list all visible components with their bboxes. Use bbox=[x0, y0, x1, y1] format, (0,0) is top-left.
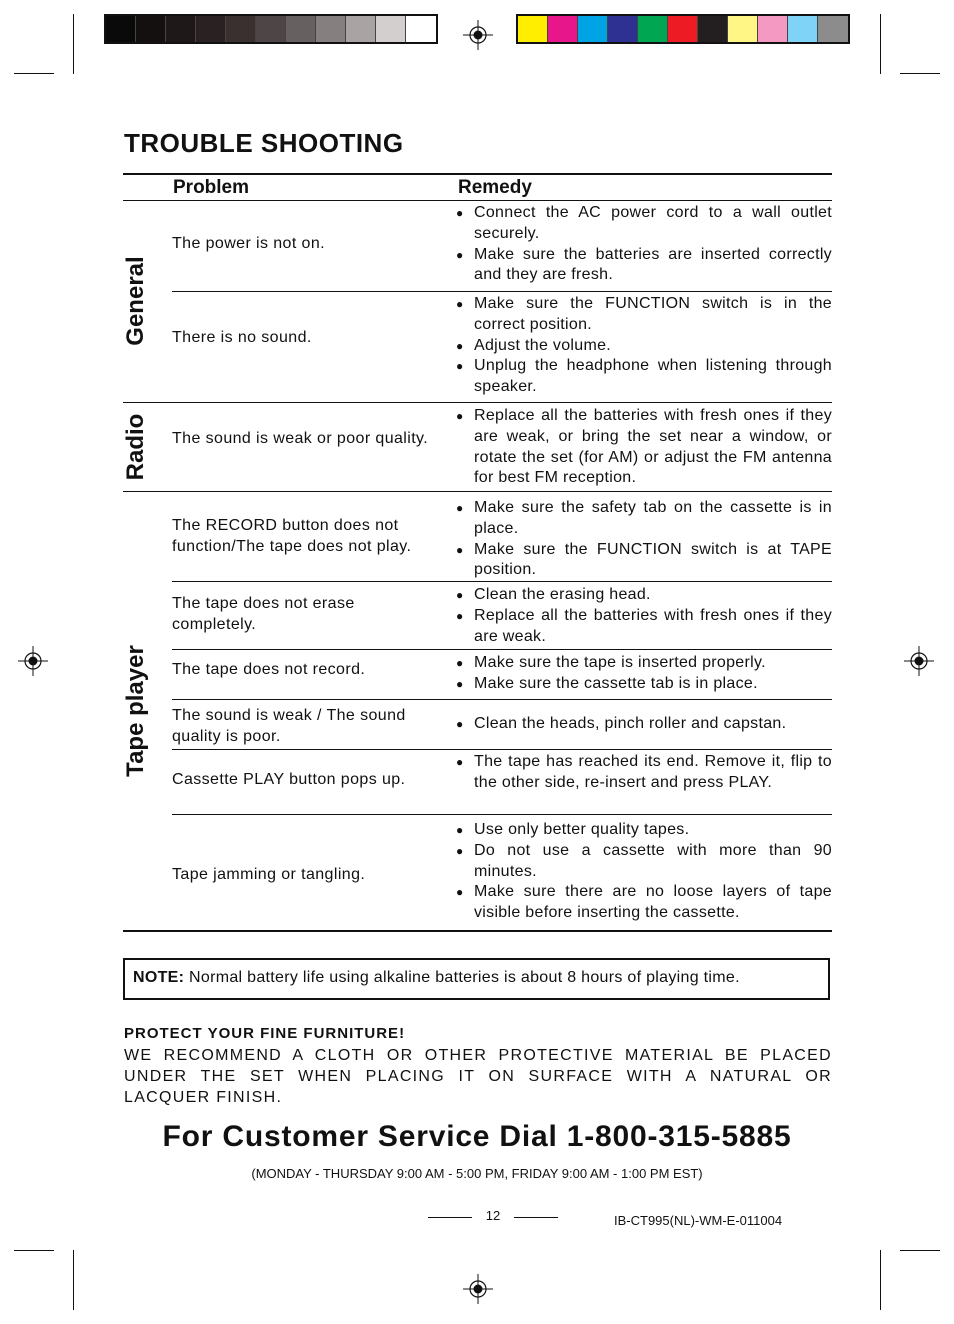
row-divider bbox=[172, 291, 832, 292]
color-swatch bbox=[346, 16, 376, 42]
color-swatch bbox=[698, 16, 728, 42]
section-divider bbox=[123, 402, 832, 403]
color-swatch bbox=[638, 16, 668, 42]
remedy-cell bbox=[456, 820, 832, 924]
page-title: TROUBLE SHOOTING bbox=[124, 128, 404, 158]
problem-cell: The tape does not record. bbox=[172, 661, 366, 678]
remedy-item: ● Make sure there are no loose layers of tape visible before inserting the cassette. bbox=[456, 882, 832, 924]
protect-text: WE RECOMMEND A CLOTH OR OTHER PROTECTIVE MATERIAL BE PLACED UNDER THE SET WHEN PLACING IT ON SURFACE WITH A NATURAL OR LACQUER FINISH. bbox=[124, 1047, 832, 1106]
registration-mark-left bbox=[18, 646, 48, 676]
remedy-item: ● Replace all the batteries with fresh ones if they are weak. bbox=[456, 606, 832, 648]
remedy-cell bbox=[456, 752, 832, 794]
remedy-item: ● Make sure the batteries are inserted correctly and they are fresh. bbox=[456, 245, 832, 287]
remedy-cell bbox=[456, 585, 832, 647]
remedy-item: ● Make sure the FUNCTION switch is in the correct position. bbox=[456, 294, 832, 336]
problem-cell: The sound is weak or poor quality. bbox=[172, 430, 429, 447]
remedy-cell bbox=[456, 498, 832, 581]
problem-cell: The sound is weak / The sound quality is poor. bbox=[172, 707, 406, 745]
table-bottom-rule bbox=[123, 930, 832, 932]
page-number: 12 bbox=[485, 1208, 501, 1223]
remedy-cell bbox=[456, 653, 832, 695]
problem-cell: The tape does not erase completely. bbox=[172, 595, 355, 633]
color-swatch bbox=[376, 16, 406, 42]
color-swatch bbox=[166, 16, 196, 42]
color-swatch bbox=[758, 16, 788, 42]
note-box bbox=[123, 958, 830, 1000]
customer-service-line: For Customer Service Dial 1-800-315-5885 bbox=[162, 1120, 792, 1153]
color-swatch bbox=[226, 16, 256, 42]
remedy-column-header: Remedy bbox=[458, 177, 532, 198]
problem-cell: There is no sound. bbox=[172, 329, 312, 346]
problem-cell: The RECORD button does not function/The tape does not play. bbox=[172, 517, 412, 555]
color-swatch bbox=[668, 16, 698, 42]
color-swatch bbox=[256, 16, 286, 42]
note-text: Normal battery life using alkaline batteries is about 8 hours of playing time. bbox=[189, 969, 740, 986]
color-swatch bbox=[518, 16, 548, 42]
remedy-item: ● Adjust the volume. bbox=[456, 336, 832, 357]
color-swatch bbox=[106, 16, 136, 42]
row-divider bbox=[172, 749, 832, 750]
problem-cell: Tape jamming or tangling. bbox=[172, 866, 366, 883]
protect-heading: PROTECT YOUR FINE FURNITURE! bbox=[124, 1025, 406, 1042]
color-swatch bbox=[578, 16, 608, 42]
remedy-item: ● Make sure the cassette tab is in place. bbox=[456, 674, 832, 695]
registration-mark-right bbox=[904, 646, 934, 676]
page-number-rule-right bbox=[514, 1217, 558, 1218]
header-rule bbox=[123, 200, 832, 201]
color-swatch bbox=[608, 16, 638, 42]
row-divider bbox=[172, 581, 832, 582]
remedy-item: ● Connect the AC power cord to a wall outlet securely. bbox=[456, 203, 832, 245]
table-top-rule bbox=[123, 173, 832, 175]
section-label-tape-player: Tape player bbox=[122, 645, 149, 777]
remedy-item: ● Unplug the headphone when listening through speaker. bbox=[456, 356, 832, 398]
remedy-item: ● Use only better quality tapes. bbox=[456, 820, 832, 841]
color-swatch bbox=[548, 16, 578, 42]
remedy-cell bbox=[456, 203, 832, 286]
color-swatch bbox=[788, 16, 818, 42]
remedy-item: ● Do not use a cassette with more than 90 minutes. bbox=[456, 841, 832, 883]
color-swatch bbox=[196, 16, 226, 42]
gray-swatch-bar bbox=[104, 14, 438, 44]
service-hours: (MONDAY - THURSDAY 9:00 AM - 5:00 PM, FRIDAY 9:00 AM - 1:00 PM EST) bbox=[251, 1166, 703, 1181]
remedy-item: ● Replace all the batteries with fresh ones if they are weak, or bring the set near a window, or rotate the set (for AM) or adjust the FM antenna for best FM reception. bbox=[456, 406, 832, 489]
problem-column-header: Problem bbox=[173, 177, 250, 198]
color-swatch bbox=[136, 16, 166, 42]
color-swatch bbox=[818, 16, 848, 42]
color-swatch bbox=[286, 16, 316, 42]
section-label-general: General bbox=[122, 256, 149, 346]
color-swatch-bar bbox=[516, 14, 850, 44]
remedy-item: ● Make sure the tape is inserted properly. bbox=[456, 653, 832, 674]
remedy-item: ● Make sure the safety tab on the cassette is in place. bbox=[456, 498, 832, 540]
note-label: NOTE: bbox=[133, 969, 185, 986]
row-divider bbox=[172, 699, 832, 700]
row-divider bbox=[172, 649, 832, 650]
remedy-cell bbox=[456, 406, 832, 489]
color-swatch bbox=[406, 16, 436, 42]
registration-mark-top bbox=[463, 20, 493, 50]
section-divider bbox=[123, 491, 832, 492]
color-swatch bbox=[316, 16, 346, 42]
color-swatch bbox=[728, 16, 758, 42]
row-divider bbox=[172, 814, 832, 815]
page-number-rule-left bbox=[428, 1217, 472, 1218]
problem-cell: Cassette PLAY button pops up. bbox=[172, 771, 406, 788]
remedy-item: ● Clean the heads, pinch roller and capstan. bbox=[456, 714, 832, 735]
registration-mark-bottom bbox=[463, 1274, 493, 1304]
remedy-cell bbox=[456, 714, 832, 735]
remedy-cell bbox=[456, 294, 832, 398]
document-code: IB-CT995(NL)-WM-E-011004 bbox=[614, 1213, 783, 1228]
remedy-item: ● Make sure the FUNCTION switch is at TAPE position. bbox=[456, 540, 832, 582]
section-label-radio: Radio bbox=[122, 413, 149, 481]
problem-cell: The power is not on. bbox=[172, 235, 325, 252]
remedy-item: ● The tape has reached its end. Remove it, flip to the other side, re-insert and press PLAY. bbox=[456, 752, 832, 794]
remedy-item: ● Clean the erasing head. bbox=[456, 585, 832, 606]
